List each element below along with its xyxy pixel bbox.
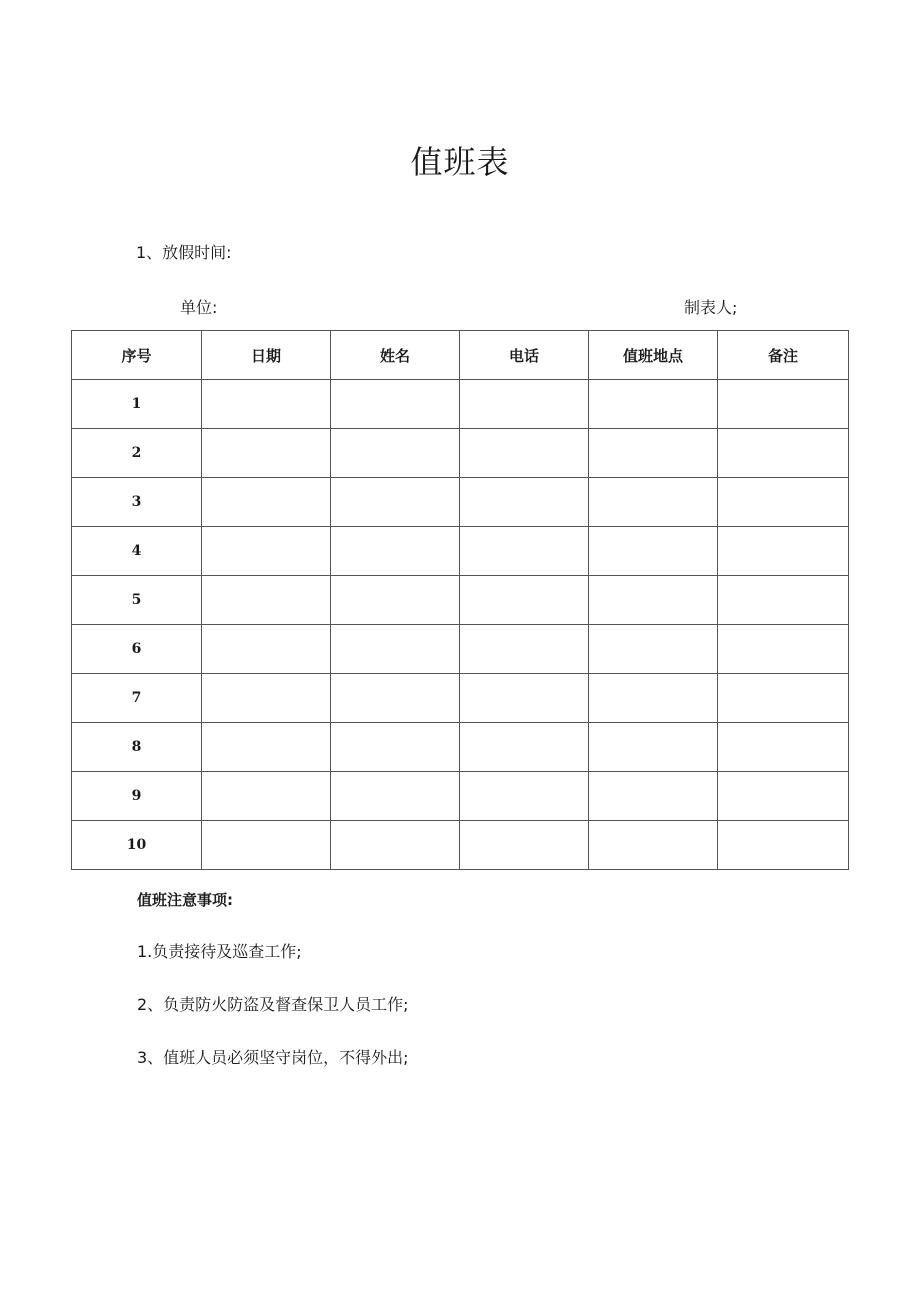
note-item: 1.负责接待及巡查工作; bbox=[137, 942, 302, 961]
remarks-cell[interactable] bbox=[718, 380, 849, 429]
header-index: 序号 bbox=[72, 331, 202, 380]
phone-cell[interactable] bbox=[460, 821, 589, 870]
remarks-cell[interactable] bbox=[718, 527, 849, 576]
name-cell[interactable] bbox=[331, 723, 460, 772]
remarks-cell[interactable] bbox=[718, 429, 849, 478]
note-item: 2、负责防火防盗及督查保卫人员工作; bbox=[137, 995, 409, 1014]
name-cell[interactable] bbox=[331, 674, 460, 723]
table-row bbox=[72, 380, 849, 429]
row-index: 6 bbox=[72, 625, 202, 674]
phone-cell[interactable] bbox=[460, 429, 589, 478]
page-title: 值班表 bbox=[410, 143, 510, 181]
date-cell[interactable] bbox=[202, 772, 331, 821]
location-cell[interactable] bbox=[589, 772, 718, 821]
location-cell[interactable] bbox=[589, 429, 718, 478]
note-item: 3、值班人员必须坚守岗位，不得外出; bbox=[137, 1048, 409, 1067]
name-cell[interactable] bbox=[331, 821, 460, 870]
date-cell[interactable] bbox=[202, 625, 331, 674]
phone-cell[interactable] bbox=[460, 772, 589, 821]
remarks-cell[interactable] bbox=[718, 772, 849, 821]
name-cell[interactable] bbox=[331, 429, 460, 478]
location-cell[interactable] bbox=[589, 723, 718, 772]
header-location: 值班地点 bbox=[589, 331, 718, 380]
table-row bbox=[72, 429, 849, 478]
date-cell[interactable] bbox=[202, 527, 331, 576]
unit-label: 单位: bbox=[180, 298, 218, 317]
table-row bbox=[72, 576, 849, 625]
maker-label: 制表人; bbox=[684, 298, 738, 317]
table-row bbox=[72, 772, 849, 821]
date-cell[interactable] bbox=[202, 821, 331, 870]
date-cell[interactable] bbox=[202, 429, 331, 478]
name-cell[interactable] bbox=[331, 380, 460, 429]
header-name: 姓名 bbox=[331, 331, 460, 380]
date-cell[interactable] bbox=[202, 380, 331, 429]
date-cell[interactable] bbox=[202, 674, 331, 723]
date-cell[interactable] bbox=[202, 576, 331, 625]
date-cell[interactable] bbox=[202, 723, 331, 772]
row-index: 8 bbox=[72, 723, 202, 772]
location-cell[interactable] bbox=[589, 674, 718, 723]
row-index: 4 bbox=[72, 527, 202, 576]
table-header-row bbox=[72, 331, 849, 380]
phone-cell[interactable] bbox=[460, 674, 589, 723]
table-row bbox=[72, 478, 849, 527]
location-cell[interactable] bbox=[589, 576, 718, 625]
remarks-cell[interactable] bbox=[718, 625, 849, 674]
phone-cell[interactable] bbox=[460, 478, 589, 527]
duty-table bbox=[71, 330, 849, 870]
name-cell[interactable] bbox=[331, 772, 460, 821]
header-phone: 电话 bbox=[460, 331, 589, 380]
name-cell[interactable] bbox=[331, 576, 460, 625]
row-index: 9 bbox=[72, 772, 202, 821]
remarks-cell[interactable] bbox=[718, 674, 849, 723]
table-row bbox=[72, 674, 849, 723]
name-cell[interactable] bbox=[331, 625, 460, 674]
date-cell[interactable] bbox=[202, 478, 331, 527]
remarks-cell[interactable] bbox=[718, 576, 849, 625]
name-cell[interactable] bbox=[331, 527, 460, 576]
remarks-cell[interactable] bbox=[718, 723, 849, 772]
location-cell[interactable] bbox=[589, 380, 718, 429]
phone-cell[interactable] bbox=[460, 625, 589, 674]
phone-cell[interactable] bbox=[460, 527, 589, 576]
row-index: 3 bbox=[72, 478, 202, 527]
table-row bbox=[72, 821, 849, 870]
header-remarks: 备注 bbox=[718, 331, 849, 380]
row-index: 1 bbox=[72, 380, 202, 429]
remarks-cell[interactable] bbox=[718, 821, 849, 870]
notes-title: 值班注意事项: bbox=[137, 891, 233, 909]
row-index: 5 bbox=[72, 576, 202, 625]
location-cell[interactable] bbox=[589, 821, 718, 870]
remarks-cell[interactable] bbox=[718, 478, 849, 527]
location-cell[interactable] bbox=[589, 527, 718, 576]
phone-cell[interactable] bbox=[460, 723, 589, 772]
table-row bbox=[72, 723, 849, 772]
table-row bbox=[72, 527, 849, 576]
location-cell[interactable] bbox=[589, 478, 718, 527]
row-index: 10 bbox=[72, 821, 202, 870]
header-date: 日期 bbox=[202, 331, 331, 380]
row-index: 2 bbox=[72, 429, 202, 478]
phone-cell[interactable] bbox=[460, 576, 589, 625]
holiday-time-label: 1、放假时间: bbox=[136, 243, 232, 262]
location-cell[interactable] bbox=[589, 625, 718, 674]
row-index: 7 bbox=[72, 674, 202, 723]
phone-cell[interactable] bbox=[460, 380, 589, 429]
table-row bbox=[72, 625, 849, 674]
name-cell[interactable] bbox=[331, 478, 460, 527]
